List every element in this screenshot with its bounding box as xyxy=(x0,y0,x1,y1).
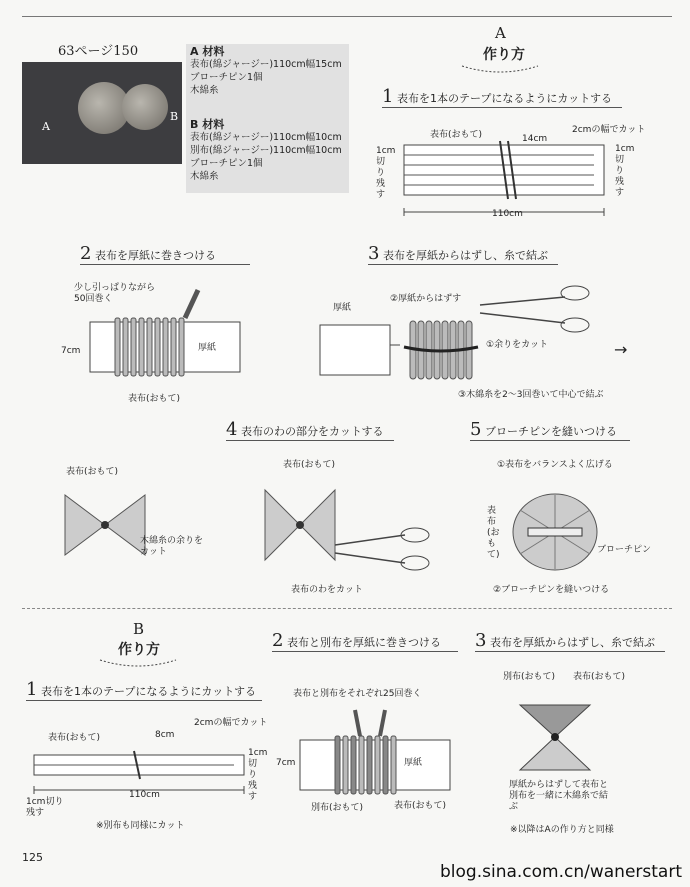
product-photo xyxy=(22,62,182,164)
materials-a-title: A 材料 xyxy=(190,45,225,58)
a-step5-fabric-label: 表布(おもて) xyxy=(487,506,500,560)
b-step2-fabric-label: 表布(おもて) xyxy=(394,801,447,811)
b-step1-110cm-label: 110cm xyxy=(129,790,160,800)
a-step2-fabric-label: 表布(おもて) xyxy=(128,394,181,404)
photo-label-a: A xyxy=(42,120,50,133)
materials-b xyxy=(190,118,342,183)
a-step2-diagram xyxy=(90,300,250,380)
step-underline xyxy=(226,440,394,441)
b-step1-2cm-label: 2cmの幅でカット xyxy=(194,718,268,728)
step-number: 3 xyxy=(475,630,487,651)
step-number: 2 xyxy=(272,630,284,651)
section-a-flourish xyxy=(460,64,540,76)
material-item: 別布(綿ジャージー)110cm幅10cm xyxy=(190,145,342,156)
a-step1-1cm-right: 1cm切り残す xyxy=(615,144,635,198)
a-step4-fabric-left: 表布(おもて) xyxy=(66,467,119,477)
a-step1-110cm-label: 110cm xyxy=(492,209,523,219)
section-b-title: 作り方 xyxy=(118,642,160,658)
material-item: 表布(綿ジャージー)110cm幅10cm xyxy=(190,132,342,143)
b-step1-heading xyxy=(26,679,256,700)
a-step3-note1: ①余りをカット xyxy=(486,340,548,350)
b-step2-sub-label: 別布(おもて) xyxy=(311,803,364,813)
arrow-right-icon: → xyxy=(614,340,628,359)
page-number: 125 xyxy=(22,851,43,864)
a-step1-1cm-left: 1cm切り残す xyxy=(376,146,396,200)
step-title: 表布のわの部分をカットする xyxy=(240,425,384,438)
step-number: 5 xyxy=(470,419,482,440)
section-a-title: 作り方 xyxy=(483,47,525,63)
b-step1-8cm-label: 8cm xyxy=(155,730,175,740)
a-step5-pin-label: ブローチピン xyxy=(597,545,652,555)
material-item: 表布(綿ジャージー)110cm幅15cm xyxy=(190,59,342,70)
b-step1-diagram xyxy=(34,755,244,780)
a-step4-thread-label: 木綿糸の余りをカット xyxy=(140,536,204,557)
b-step1-1cm-left: 1cm切り残す xyxy=(26,797,64,818)
a-step1-diagram xyxy=(404,145,604,200)
b-step3-note: 厚紙からはずして表布と別布を一緒に木綿糸で結ぶ xyxy=(509,780,609,812)
a-step2-note: 少し引っぱりながら50回巻く xyxy=(74,283,156,304)
b-step2-diagram xyxy=(300,720,460,800)
step-underline xyxy=(475,651,665,652)
step-title: 表布を1本のテープになるようにカットする xyxy=(396,92,612,105)
a-step4-heading xyxy=(226,419,384,440)
b-step1-fabric-label: 表布(おもて) xyxy=(48,733,101,743)
step-underline xyxy=(26,700,262,701)
b-step3-sub-label: 別布(おもて) xyxy=(503,672,556,682)
material-item: ブローチピン1個 xyxy=(190,72,263,83)
material-item: 木綿糸 xyxy=(190,85,219,96)
step-underline xyxy=(470,440,630,441)
a-step2-7cm-label: 7cm xyxy=(61,346,81,356)
materials-b-title: B 材料 xyxy=(190,118,225,131)
source-url: blog.sina.com.cn/wanerstart xyxy=(440,862,682,882)
section-divider xyxy=(22,608,672,609)
step-number: 1 xyxy=(26,679,38,700)
top-rule xyxy=(22,16,672,17)
a-step5-note2: ②ブローチピンを縫いつける xyxy=(493,585,610,595)
b-step3-fabric-label: 表布(おもて) xyxy=(573,672,626,682)
step-title: ブローチピンを縫いつける xyxy=(484,425,617,438)
step-underline xyxy=(368,264,558,265)
step-title: 表布と別布を厚紙に巻きつける xyxy=(286,636,441,649)
a-step5-heading xyxy=(470,419,617,440)
step-underline xyxy=(272,651,458,652)
step-number: 1 xyxy=(382,86,394,107)
a-step3-note3: ③木綿糸を2〜3回巻いて中心で結ぶ xyxy=(458,390,604,400)
step-underline xyxy=(382,107,622,108)
page-reference: 63ページ150 xyxy=(58,44,139,59)
a-step3-heading xyxy=(368,243,548,264)
a-step5-brooch xyxy=(510,490,600,575)
scissors-blades xyxy=(480,297,565,323)
photo-label-b: B xyxy=(170,110,179,123)
a-step4-bundle-cut xyxy=(265,485,445,570)
section-a-letter: A xyxy=(495,24,506,42)
b-step2-board-label: 厚紙 xyxy=(404,758,423,768)
a-step1-2cm-label: 2cmの幅でカット xyxy=(572,125,646,135)
a-step3-board-label: 厚紙 xyxy=(333,303,352,313)
brooch-pin-icon xyxy=(528,528,582,536)
b-step2-7cm-label: 7cm xyxy=(276,758,296,768)
a-step2-board-label: 厚紙 xyxy=(198,343,217,353)
a-step1-heading xyxy=(382,86,612,107)
step-title: 表布を厚紙からはずし、糸で結ぶ xyxy=(489,636,655,649)
material-item: ブローチピン1個 xyxy=(190,158,263,169)
step-title: 表布を1本のテープになるようにカットする xyxy=(40,685,256,698)
a-step4-bundle-left xyxy=(60,490,150,560)
a-step1-14cm-label: 14cm xyxy=(522,134,548,144)
step-underline xyxy=(80,264,250,265)
a-step4-cut-label: 表布のわをカット xyxy=(291,585,363,595)
b-step3-note2: ※以降はAの作り方と同様 xyxy=(510,825,614,835)
b-step1-1cm-right: 1cm切り残す xyxy=(248,748,268,802)
section-b-letter: B xyxy=(133,620,145,638)
step-title: 表布を厚紙に巻きつける xyxy=(94,249,216,262)
a-step5-note1: ①表布をバランスよく広げる xyxy=(497,460,613,470)
b-step3-bundle xyxy=(515,700,595,775)
step-number: 4 xyxy=(226,419,238,440)
materials-a xyxy=(190,45,342,97)
material-item: 木綿糸 xyxy=(190,171,219,182)
brooch-b-image xyxy=(122,84,168,130)
a-step1-fabric-label: 表布(おもて) xyxy=(430,130,483,140)
b-step2-note: 表布と別布をそれぞれ25回巻く xyxy=(293,689,422,699)
section-b-flourish xyxy=(98,658,178,670)
b-step1-note: ※別布も同様にカット xyxy=(96,821,185,831)
a-step3-note2: ②厚紙からはずす xyxy=(390,294,462,304)
a-step4-fabric-mid: 表布(おもて) xyxy=(283,460,336,470)
a-step2-heading xyxy=(80,243,216,264)
b-step2-heading xyxy=(272,630,441,651)
step-title: 表布を厚紙からはずし、糸で結ぶ xyxy=(382,249,548,262)
step-number: 3 xyxy=(368,243,380,264)
step-number: 2 xyxy=(80,243,92,264)
b-step3-heading xyxy=(475,630,655,651)
